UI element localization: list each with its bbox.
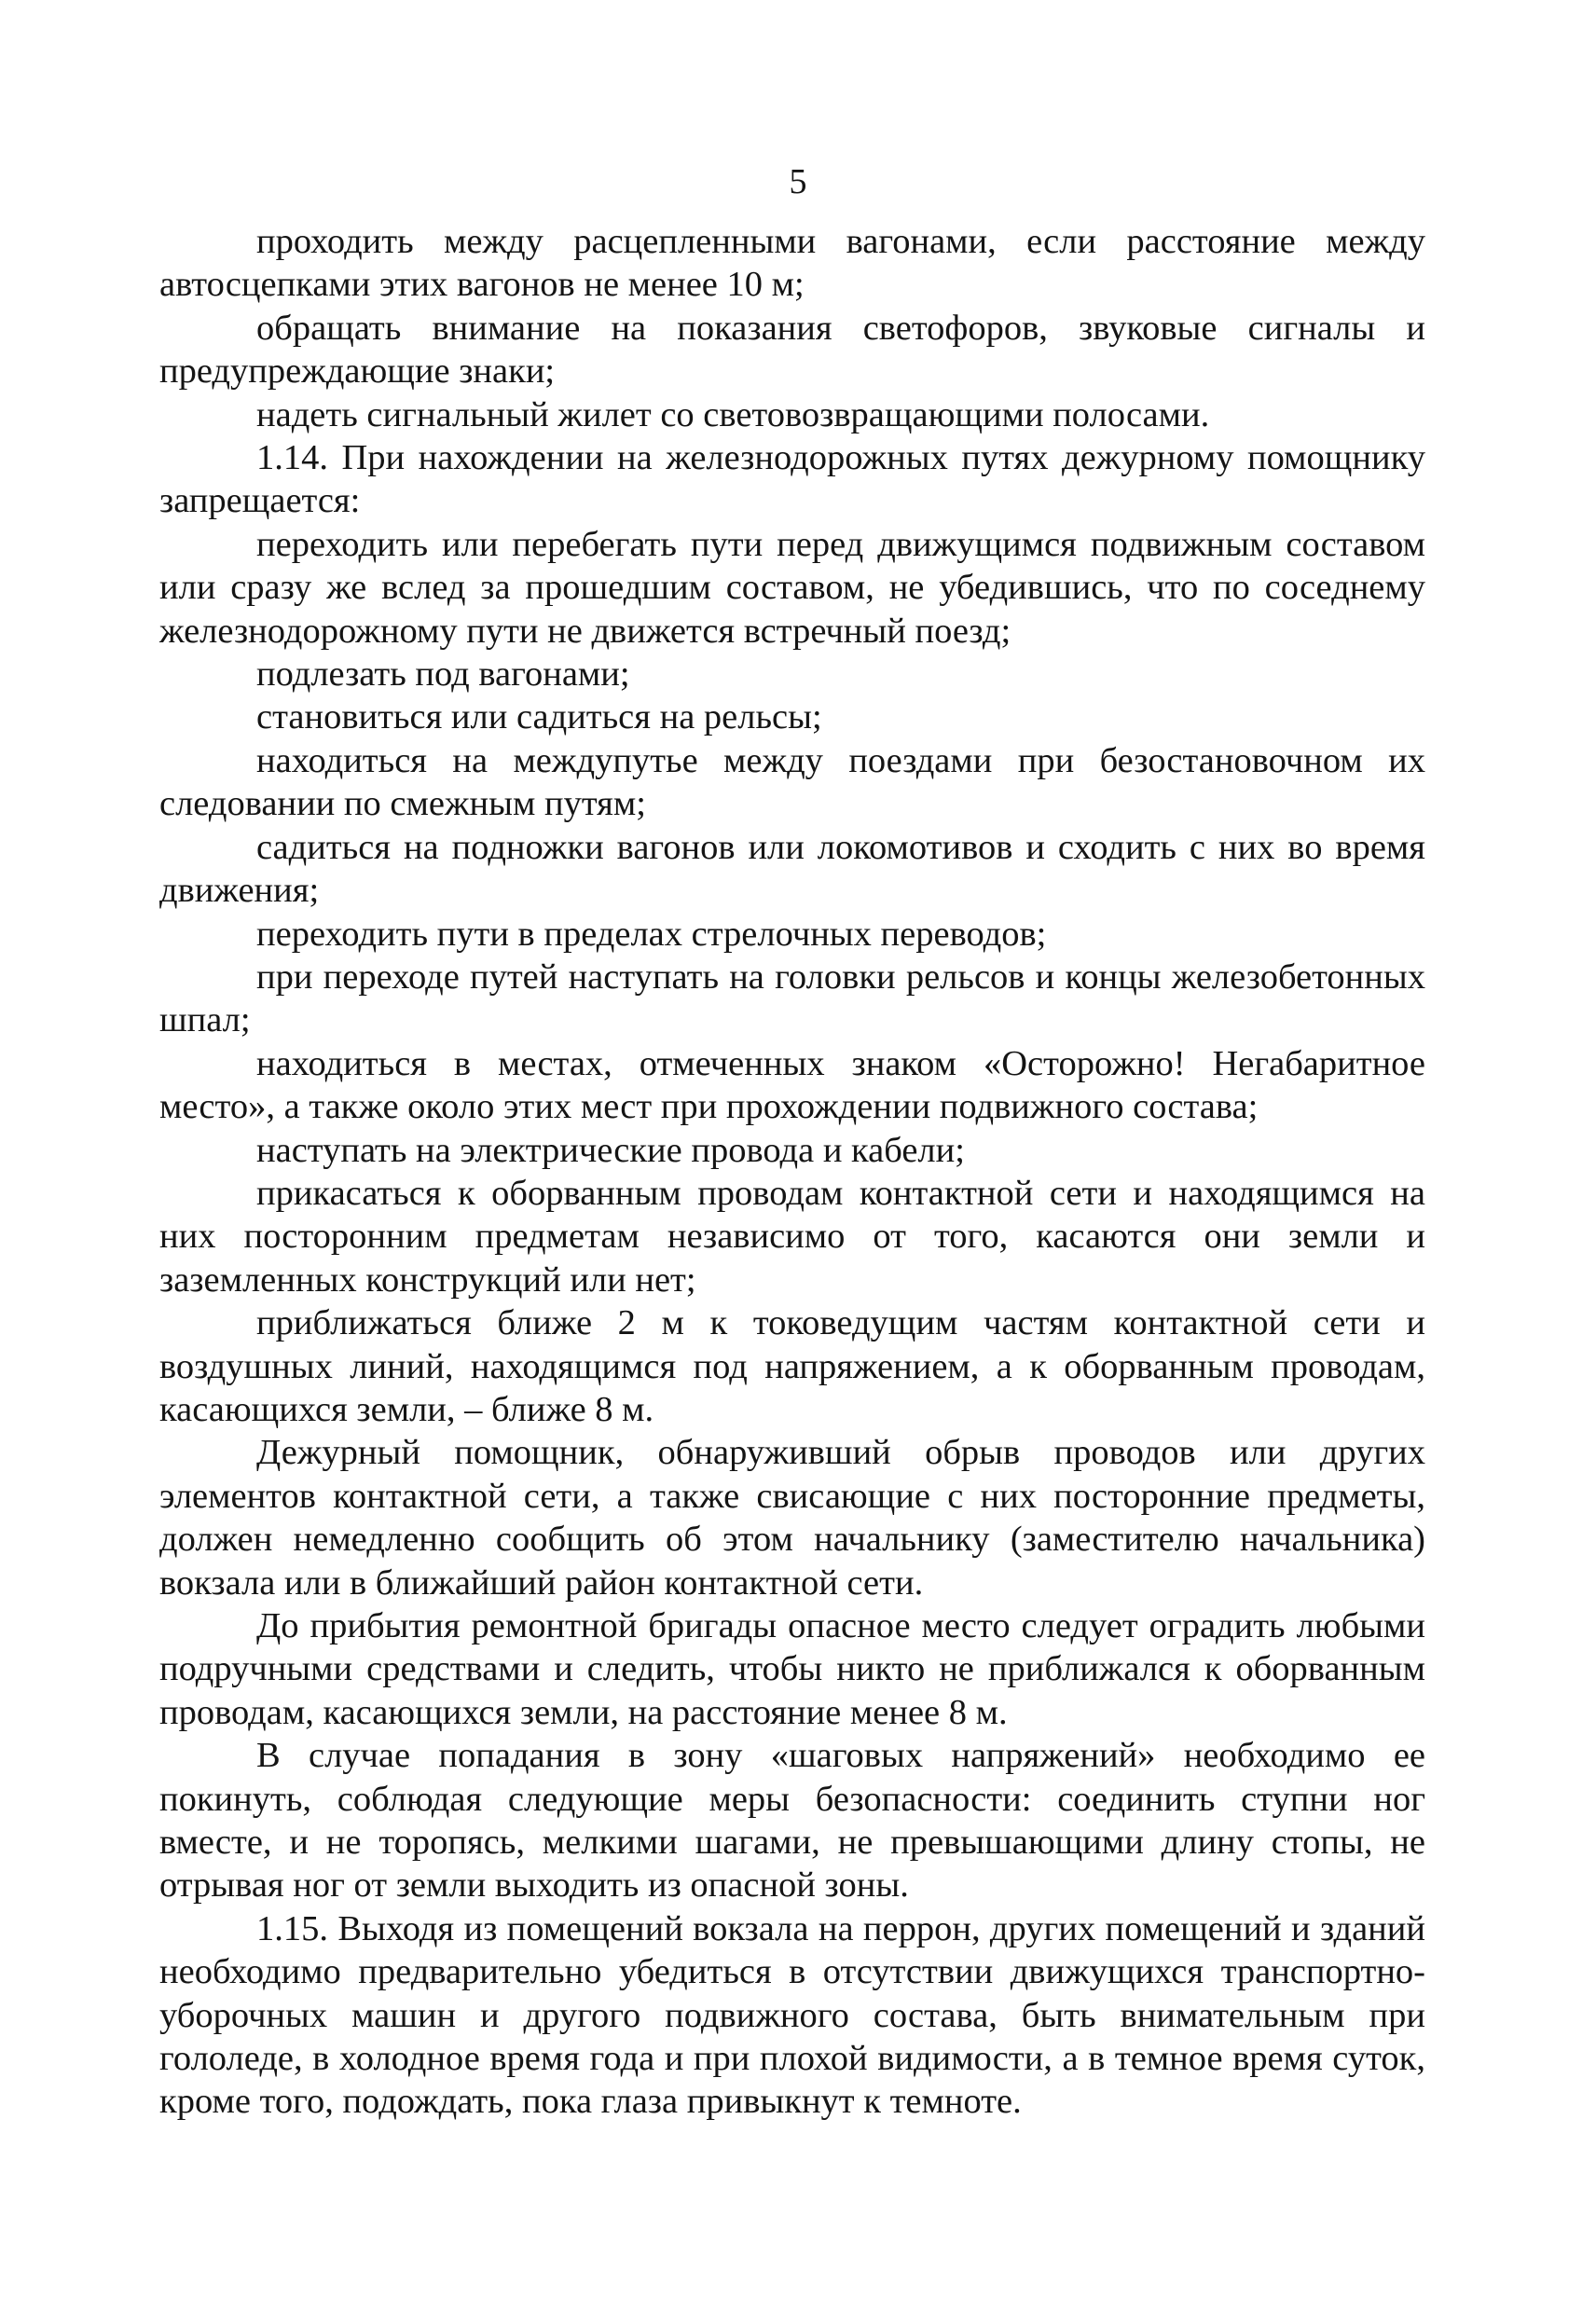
paragraph: Дежурный помощник, обнаруживший обрыв проводов или других элементов контактной сети, а также свисающие с них посторонние предметы, должен немедленно сообщить об этом начальнику (заместителю начальника) вокзала или в ближайший район контактной сети. [159,1433,1425,1603]
paragraph: при переходе путей наступать на головки рельсов и концы железобетонных шпал; [159,956,1425,1040]
section-paragraph-1-14: 1.14. При нахождении на железнодорожных путях дежурному помощнику запрещается: [159,438,1425,521]
paragraph: В случае попадания в зону «шаговых напряжений» необходимо ее покинуть, соблюдая следующие меры безопасности: соединить ступни ног вместе, и не торопясь, мелкими шагами, не превышающими длину стопы, не отрывая ног от земли выходить из опасной зоны. [159,1736,1425,1906]
paragraph: проходить между расцепленными вагонами, если расстояние между автосцепками этих вагонов не менее 10 м; [159,222,1425,305]
paragraph: находиться в местах, отмеченных знаком «Осторожно! Негабаритное место», а также около этих мест при прохождении подвижного состава; [159,1043,1425,1127]
paragraph: прикасаться к оборванным проводам контактной сети и находящимся на них посторонним предметам независимо от того, касаются они земли и заземленных конструкций или нет; [159,1173,1425,1300]
paragraph: подлезать под вагонами; [256,654,630,695]
paragraph: становиться или садиться на рельсы; [256,697,822,737]
paragraph: обращать внимание на показания светофоров, звуковые сигналы и предупреждающие знаки; [159,308,1425,392]
paragraph: переходить или перебегать пути перед движущимся подвижным составом или сразу же вслед за прошедшим составом, не убедившись, что по соседнему железнодорожному пути не движется встречный поезд; [159,524,1425,651]
paragraph: садиться на подножки вагонов или локомотивов и сходить с них во время движения; [159,827,1425,911]
paragraph: приближаться ближе 2 м к токоведущим частям контактной сети и воздушных линий, находящимся под напряжением, а к оборванным проводам, касающихся земли, – ближе 8 м. [159,1303,1425,1429]
paragraph: переходить пути в пределах стрелочных переводов; [256,914,1047,954]
body-text [159,220,1425,2124]
page-number: 5 [789,162,807,201]
paragraph: надеть сигнальный жилет со световозвращающими полосами. [256,394,1210,434]
paragraph: находиться на междупутье между поездами при безостановочном их следовании по смежным путям; [159,740,1425,824]
section-paragraph-1-15: 1.15. Выходя из помещений вокзала на перрон, других помещений и зданий необходимо предварительно убедиться в отсутствии движущихся транспортно-уборочных машин и другого подвижного состава, быть внимательным при гололеде, в холодное время года и при плохой видимости, а в темное время суток, кроме того, подождать, пока глаза привыкнут к темноте. [159,1908,1425,2122]
paragraph: До прибытия ремонтной бригады опасное место следует оградить любыми подручными средствами и следить, чтобы никто не приближался к оборванным проводам, касающихся земли, на расстояние менее 8 м. [159,1606,1425,1732]
paragraph: наступать на электрические провода и кабели; [256,1130,965,1170]
